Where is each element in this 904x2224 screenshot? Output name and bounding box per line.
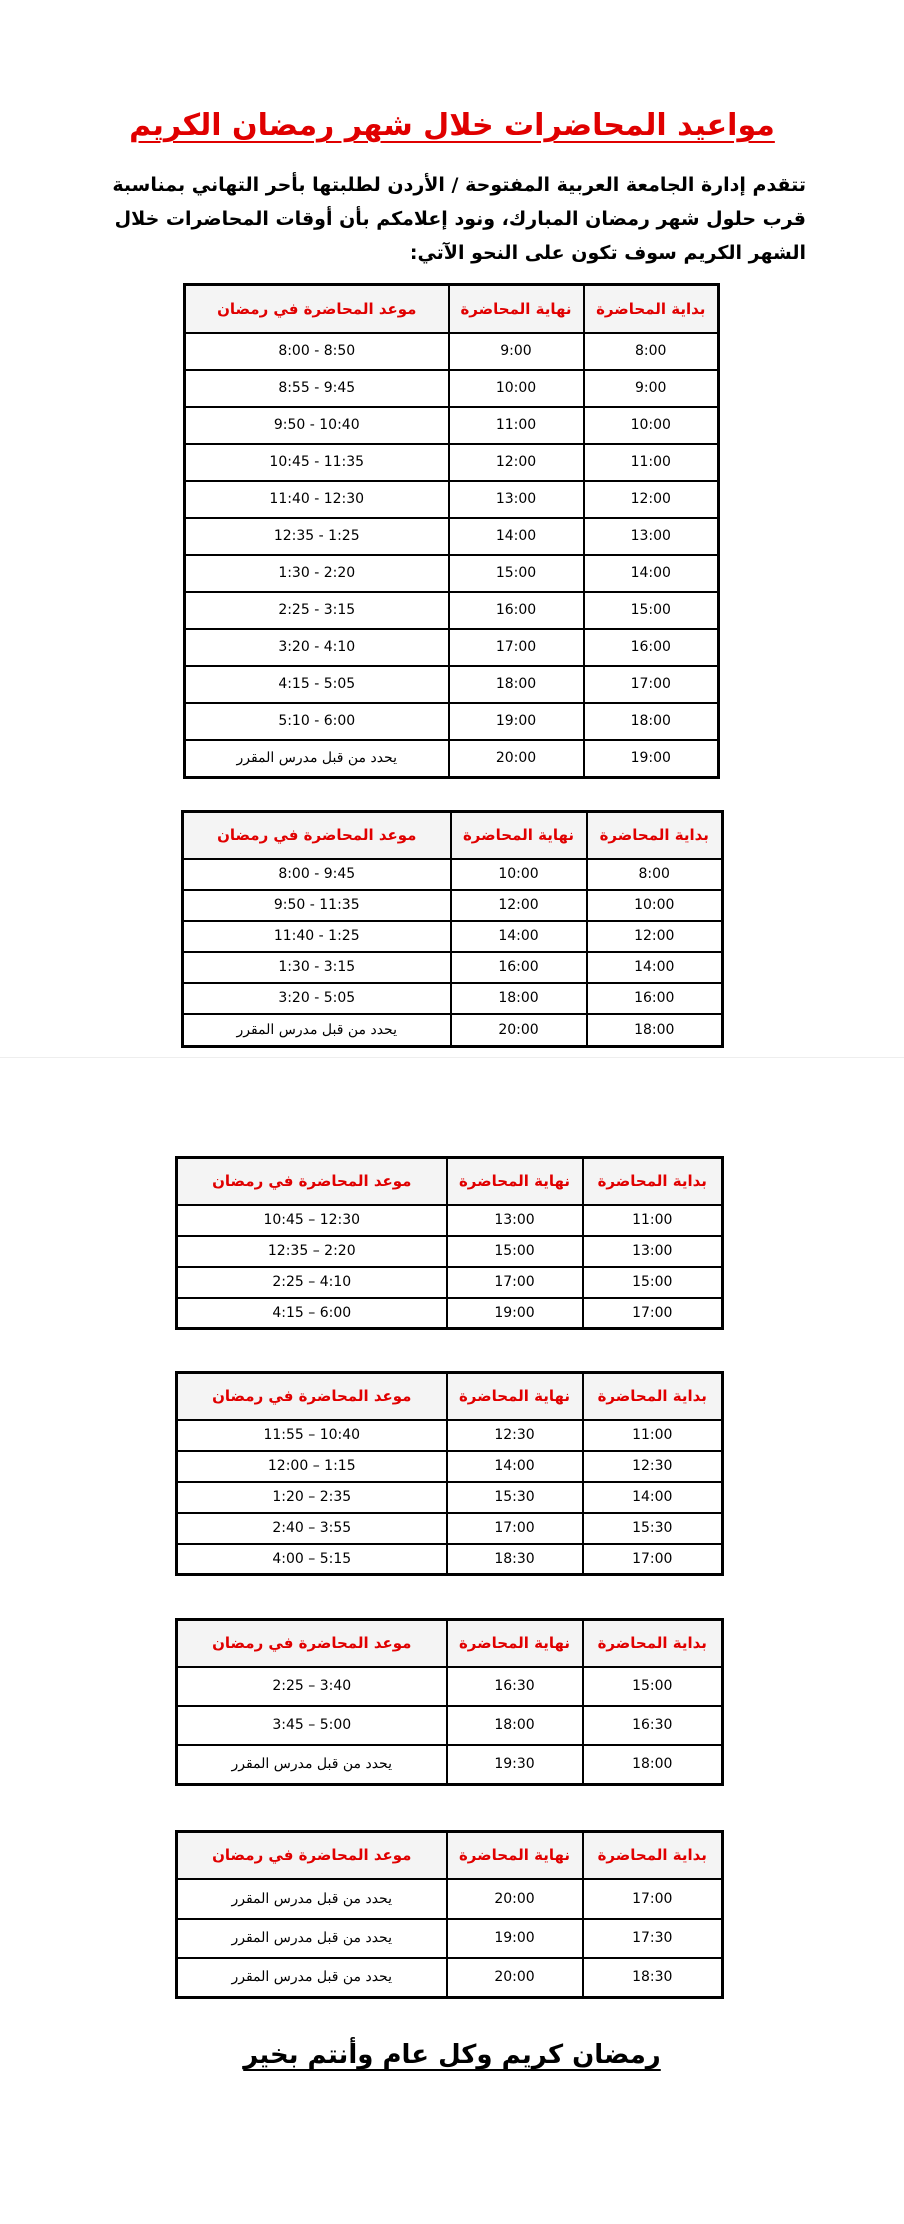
table-row (185, 703, 719, 740)
header-end: نهاية المحاضرة (451, 812, 587, 859)
table-row (185, 481, 719, 518)
schedule-table-3 (175, 1156, 724, 1330)
cell-ramadan: يحدد من قبل مدرس المقرر (177, 1879, 447, 1919)
table-row (177, 1513, 723, 1544)
cell-ramadan: 3:40 – 2:25 (177, 1667, 447, 1706)
table-row (185, 407, 719, 444)
cell-ramadan: 11:35 - 9:50 (183, 890, 451, 921)
cell-end: 9:00 (449, 333, 584, 370)
cell-start: 10:00 (584, 407, 719, 444)
cell-end: 16:00 (449, 592, 584, 629)
table-row (185, 666, 719, 703)
table-header-row (177, 1832, 723, 1879)
cell-start: 16:00 (584, 629, 719, 666)
cell-ramadan: 10:40 - 9:50 (185, 407, 449, 444)
table-row (183, 859, 723, 890)
table-row (177, 1745, 723, 1785)
table-row (185, 629, 719, 666)
page-separator (0, 1057, 904, 1058)
table-row (177, 1706, 723, 1745)
table-row (177, 1544, 723, 1575)
header-ramadan: موعد المحاضرة في رمضان (177, 1373, 447, 1420)
table-row (177, 1205, 723, 1236)
table-row (177, 1236, 723, 1267)
cell-end: 16:00 (451, 952, 587, 983)
cell-start: 16:30 (583, 1706, 723, 1745)
cell-start: 13:00 (583, 1236, 723, 1267)
cell-start: 12:00 (587, 921, 723, 952)
table-row (177, 1919, 723, 1958)
cell-end: 19:30 (447, 1745, 583, 1785)
cell-ramadan: 12:30 - 11:40 (185, 481, 449, 518)
cell-start: 18:00 (583, 1745, 723, 1785)
table-row (185, 444, 719, 481)
table-row (183, 983, 723, 1014)
header-end: نهاية المحاضرة (447, 1158, 583, 1205)
cell-end: 15:00 (449, 555, 584, 592)
cell-start: 9:00 (584, 370, 719, 407)
cell-start: 18:00 (587, 1014, 723, 1047)
cell-ramadan: 5:05 - 3:20 (183, 983, 451, 1014)
cell-ramadan: 11:35 - 10:45 (185, 444, 449, 481)
cell-ramadan: يحدد من قبل مدرس المقرر (185, 740, 449, 778)
cell-start: 15:30 (583, 1513, 723, 1544)
cell-end: 15:30 (447, 1482, 583, 1513)
cell-end: 20:00 (449, 740, 584, 778)
cell-ramadan: يحدد من قبل مدرس المقرر (177, 1958, 447, 1998)
cell-start: 18:30 (583, 1958, 723, 1998)
cell-ramadan: 2:20 – 12:35 (177, 1236, 447, 1267)
cell-end: 20:00 (451, 1014, 587, 1047)
table-row (183, 921, 723, 952)
cell-start: 16:00 (587, 983, 723, 1014)
cell-ramadan: 1:15 – 12:00 (177, 1451, 447, 1482)
header-ramadan: موعد المحاضرة في رمضان (183, 812, 451, 859)
header-start: بداية المحاضرة (583, 1158, 723, 1205)
cell-ramadan: 5:05 - 4:15 (185, 666, 449, 703)
header-start: بداية المحاضرة (584, 285, 719, 333)
cell-end: 13:00 (447, 1205, 583, 1236)
header-ramadan: موعد المحاضرة في رمضان (185, 285, 449, 333)
cell-start: 10:00 (587, 890, 723, 921)
table-row (183, 1014, 723, 1047)
intro-paragraph: تتقدم إدارة الجامعة العربية المفتوحة / الأردن لطلبتها بأحر التهاني بمناسبة قرب حلول شهر رمضان المبارك، ونود إعلامكم بأن أوقات المحاضرات خلال الشهر الكريم سوف تكون على النحو الآتي: (112, 174, 806, 264)
cell-end: 12:00 (451, 890, 587, 921)
table-row (177, 1482, 723, 1513)
cell-ramadan: 2:35 – 1:20 (177, 1482, 447, 1513)
cell-ramadan: 3:15 - 1:30 (183, 952, 451, 983)
table-row (177, 1879, 723, 1919)
cell-end: 10:00 (449, 370, 584, 407)
cell-start: 14:00 (583, 1482, 723, 1513)
cell-end: 10:00 (451, 859, 587, 890)
page-title: مواعيد المحاضرات خلال شهر رمضان الكريم (129, 108, 775, 143)
cell-start: 11:00 (584, 444, 719, 481)
table-row (183, 890, 723, 921)
cell-end: 13:00 (449, 481, 584, 518)
cell-ramadan: 5:15 – 4:00 (177, 1544, 447, 1575)
cell-start: 11:00 (583, 1205, 723, 1236)
table-row (177, 1958, 723, 1998)
schedule-table-1 (183, 283, 720, 779)
table-row (177, 1667, 723, 1706)
table-row (177, 1420, 723, 1451)
cell-ramadan: 1:25 - 11:40 (183, 921, 451, 952)
cell-end: 19:00 (449, 703, 584, 740)
cell-ramadan: يحدد من قبل مدرس المقرر (177, 1745, 447, 1785)
cell-start: 19:00 (584, 740, 719, 778)
cell-end: 14:00 (449, 518, 584, 555)
schedule-table-6 (175, 1830, 724, 1999)
cell-ramadan: 6:00 - 5:10 (185, 703, 449, 740)
cell-start: 17:00 (584, 666, 719, 703)
cell-ramadan: 4:10 - 3:20 (185, 629, 449, 666)
cell-ramadan: 2:20 - 1:30 (185, 555, 449, 592)
cell-end: 20:00 (447, 1879, 583, 1919)
cell-ramadan: يحدد من قبل مدرس المقرر (183, 1014, 451, 1047)
header-end: نهاية المحاضرة (449, 285, 584, 333)
cell-start: 12:30 (583, 1451, 723, 1482)
cell-end: 18:00 (451, 983, 587, 1014)
table-row (185, 592, 719, 629)
cell-end: 18:30 (447, 1544, 583, 1575)
cell-start: 15:00 (583, 1267, 723, 1298)
cell-start: 17:30 (583, 1919, 723, 1958)
cell-end: 17:00 (447, 1267, 583, 1298)
cell-end: 14:00 (447, 1451, 583, 1482)
table-row (183, 952, 723, 983)
cell-end: 18:00 (449, 666, 584, 703)
cell-ramadan: 4:10 – 2:25 (177, 1267, 447, 1298)
cell-ramadan: 3:55 – 2:40 (177, 1513, 447, 1544)
cell-ramadan: 5:00 – 3:45 (177, 1706, 447, 1745)
cell-start: 8:00 (584, 333, 719, 370)
header-end: نهاية المحاضرة (447, 1373, 583, 1420)
cell-ramadan: 8:50 - 8:00 (185, 333, 449, 370)
table-row (177, 1451, 723, 1482)
cell-start: 14:00 (587, 952, 723, 983)
cell-end: 11:00 (449, 407, 584, 444)
schedule-table-4 (175, 1371, 724, 1576)
cell-ramadan: 6:00 – 4:15 (177, 1298, 447, 1329)
table-header-row (183, 812, 723, 859)
table-row (185, 740, 719, 778)
header-ramadan: موعد المحاضرة في رمضان (177, 1158, 447, 1205)
schedule-table-5 (175, 1618, 724, 1786)
table-header-row (177, 1620, 723, 1667)
table-header-row (185, 285, 719, 333)
cell-end: 15:00 (447, 1236, 583, 1267)
cell-ramadan: 9:45 - 8:00 (183, 859, 451, 890)
cell-start: 18:00 (584, 703, 719, 740)
cell-ramadan: 10:40 – 11:55 (177, 1420, 447, 1451)
cell-end: 14:00 (451, 921, 587, 952)
cell-start: 11:00 (583, 1420, 723, 1451)
cell-end: 19:00 (447, 1919, 583, 1958)
table-header-row (177, 1373, 723, 1420)
cell-end: 12:30 (447, 1420, 583, 1451)
cell-start: 17:00 (583, 1544, 723, 1575)
cell-start: 15:00 (584, 592, 719, 629)
cell-start: 12:00 (584, 481, 719, 518)
cell-end: 16:30 (447, 1667, 583, 1706)
cell-start: 17:00 (583, 1298, 723, 1329)
cell-start: 17:00 (583, 1879, 723, 1919)
cell-ramadan: 1:25 - 12:35 (185, 518, 449, 555)
table-row (185, 333, 719, 370)
cell-start: 14:00 (584, 555, 719, 592)
table-row (185, 370, 719, 407)
cell-end: 17:00 (447, 1513, 583, 1544)
cell-start: 8:00 (587, 859, 723, 890)
cell-start: 15:00 (583, 1667, 723, 1706)
cell-end: 20:00 (447, 1958, 583, 1998)
header-start: بداية المحاضرة (583, 1620, 723, 1667)
cell-ramadan: يحدد من قبل مدرس المقرر (177, 1919, 447, 1958)
header-end: نهاية المحاضرة (447, 1620, 583, 1667)
table-row (185, 555, 719, 592)
table-row (177, 1267, 723, 1298)
cell-end: 18:00 (447, 1706, 583, 1745)
header-start: بداية المحاضرة (583, 1832, 723, 1879)
header-start: بداية المحاضرة (587, 812, 723, 859)
header-start: بداية المحاضرة (583, 1373, 723, 1420)
cell-end: 19:00 (447, 1298, 583, 1329)
header-ramadan: موعد المحاضرة في رمضان (177, 1832, 447, 1879)
cell-ramadan: 3:15 - 2:25 (185, 592, 449, 629)
closing-greeting: رمضان كريم وكل عام وأنتم بخير (243, 2040, 661, 2070)
cell-ramadan: 9:45 - 8:55 (185, 370, 449, 407)
header-end: نهاية المحاضرة (447, 1832, 583, 1879)
cell-start: 13:00 (584, 518, 719, 555)
cell-end: 17:00 (449, 629, 584, 666)
table-row (185, 518, 719, 555)
cell-ramadan: 12:30 – 10:45 (177, 1205, 447, 1236)
header-ramadan: موعد المحاضرة في رمضان (177, 1620, 447, 1667)
schedule-table-2 (181, 810, 724, 1048)
table-header-row (177, 1158, 723, 1205)
cell-end: 12:00 (449, 444, 584, 481)
table-row (177, 1298, 723, 1329)
